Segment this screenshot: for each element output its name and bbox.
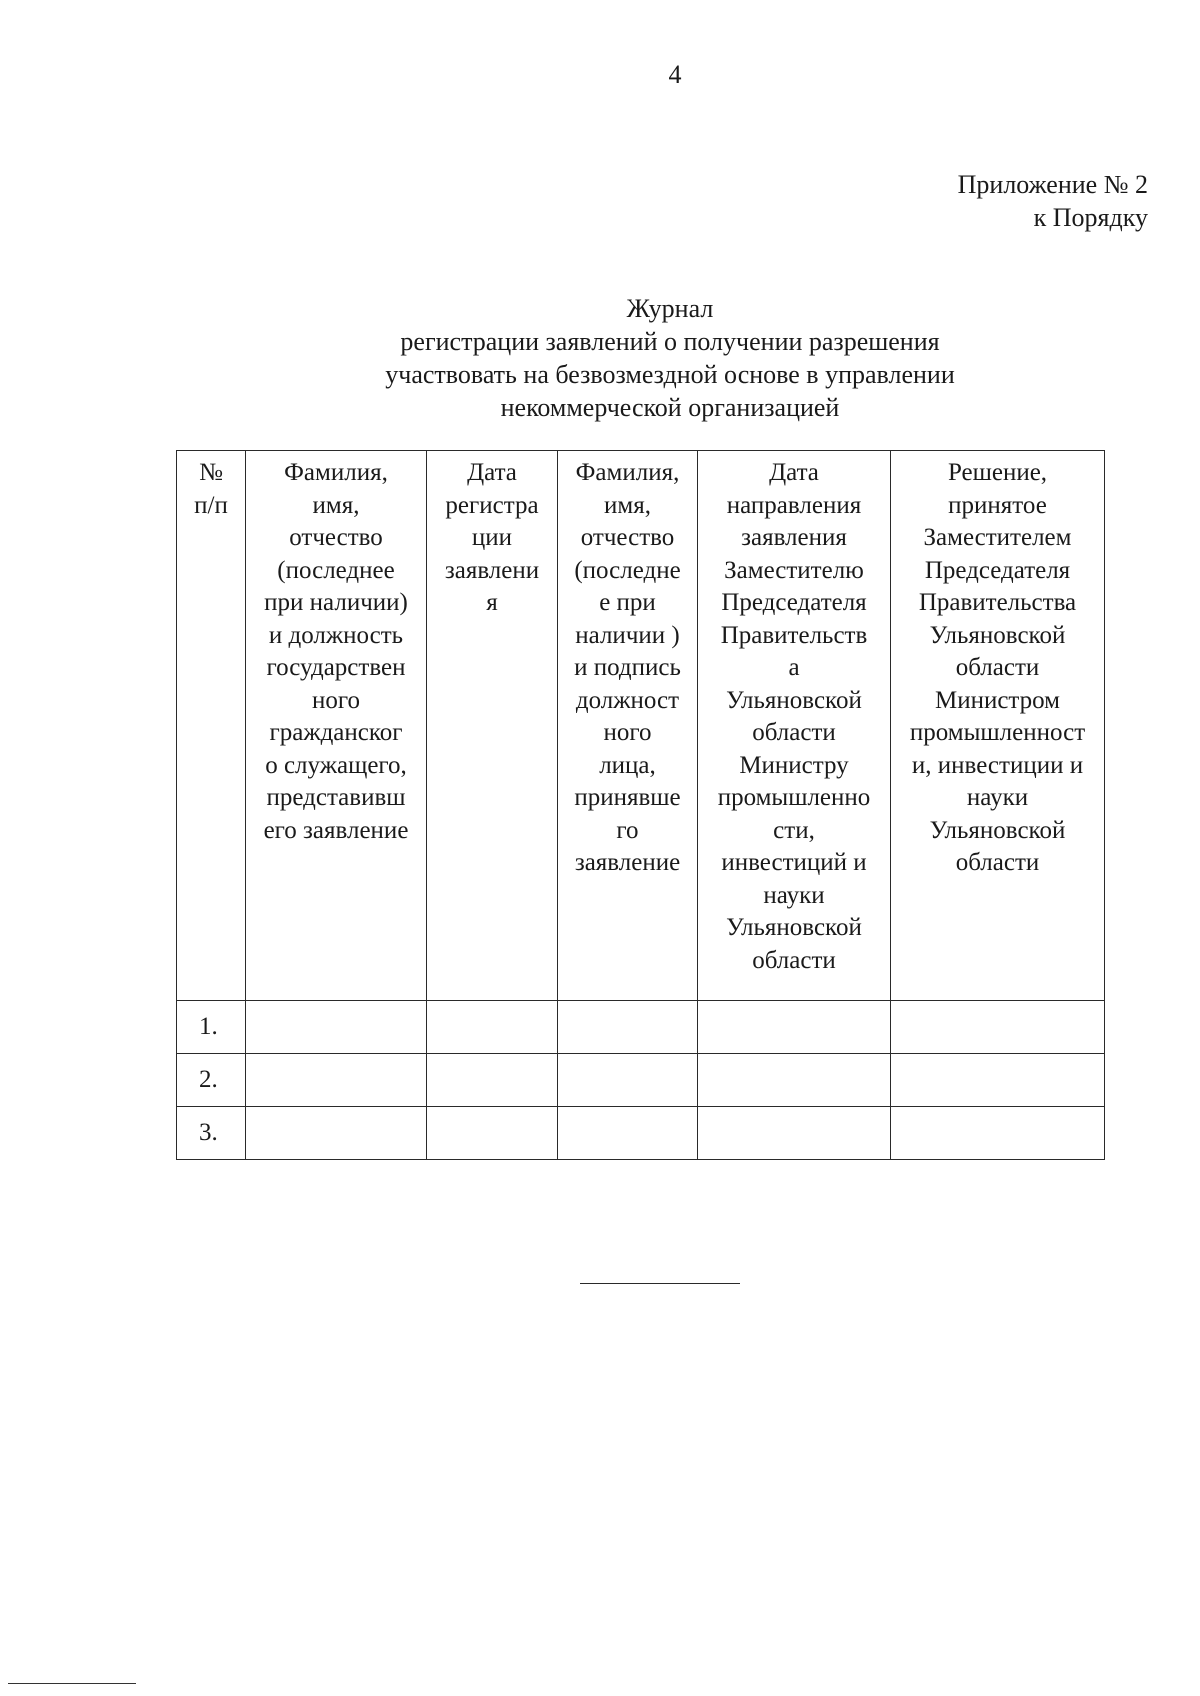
end-divider xyxy=(580,1283,740,1284)
header-decision-text: Решение, принятое Заместителем Председателя Правительства Ульяновской области Министром промышленност и, инвестиции и науки Ульяновской области xyxy=(909,459,1086,876)
journal-title-line-1: Журнал xyxy=(626,294,714,323)
table-row xyxy=(177,1054,1105,1107)
table-cell xyxy=(558,1107,698,1160)
page-number: 4 xyxy=(668,60,682,89)
journal-title-line-4: некоммерческой организацией xyxy=(500,393,840,422)
table-cell xyxy=(246,1107,427,1160)
appendix-reference xyxy=(958,168,1148,234)
header-registration-date xyxy=(427,451,558,1001)
row-number-cell: 3. xyxy=(177,1107,246,1160)
table-cell xyxy=(698,1107,891,1160)
appendix-target: к Порядку xyxy=(1033,203,1148,232)
table-cell xyxy=(246,1054,427,1107)
table-header-row xyxy=(177,451,1105,1001)
journal-table-wrapper xyxy=(176,450,1104,1165)
header-receiving-official xyxy=(558,451,698,1001)
header-registration-date-text: Дата регистра ции заявлени я xyxy=(444,459,540,616)
header-employee xyxy=(246,451,427,1001)
journal-table xyxy=(176,450,1105,1160)
journal-title-line-3: участвовать на безвозмездной основе в управлении xyxy=(385,360,955,389)
table-cell xyxy=(558,1001,698,1054)
table-cell xyxy=(558,1054,698,1107)
table-cell xyxy=(427,1054,558,1107)
header-number xyxy=(177,451,246,1001)
row-number-cell: 2. xyxy=(177,1054,246,1107)
header-forwarding-date-text: Дата направления заявления Заместителю Председателя Правительств а Ульяновской области Министру промышленно сти, инвестиций и науки Ульяновской области xyxy=(717,459,871,974)
table-cell xyxy=(698,1001,891,1054)
table-row xyxy=(177,1001,1105,1054)
journal-title-line-2: регистрации заявлений о получении разрешения xyxy=(400,327,940,356)
table-cell xyxy=(246,1001,427,1054)
header-employee-text: Фамилия, имя, отчество (последнее при наличии) и должность государствен ного гражданског о служащего, представивш его заявление xyxy=(263,459,409,844)
appendix-label: Приложение № 2 xyxy=(957,170,1148,199)
table-cell xyxy=(427,1001,558,1054)
table-row xyxy=(177,1107,1105,1160)
table-cell xyxy=(891,1054,1105,1107)
header-forwarding-date xyxy=(698,451,891,1001)
corner-divider xyxy=(8,1683,136,1684)
table-cell xyxy=(891,1107,1105,1160)
table-cell xyxy=(698,1054,891,1107)
row-number-cell: 1. xyxy=(177,1001,246,1054)
journal-title xyxy=(300,292,1040,424)
table-cell xyxy=(891,1001,1105,1054)
header-decision xyxy=(891,451,1105,1001)
header-number-text: № п/п xyxy=(194,459,228,519)
header-receiving-official-text: Фамилия, имя, отчество (последне е при наличии ) и подпись должност ного лица, принявше го заявление xyxy=(574,459,681,876)
table-cell xyxy=(427,1107,558,1160)
